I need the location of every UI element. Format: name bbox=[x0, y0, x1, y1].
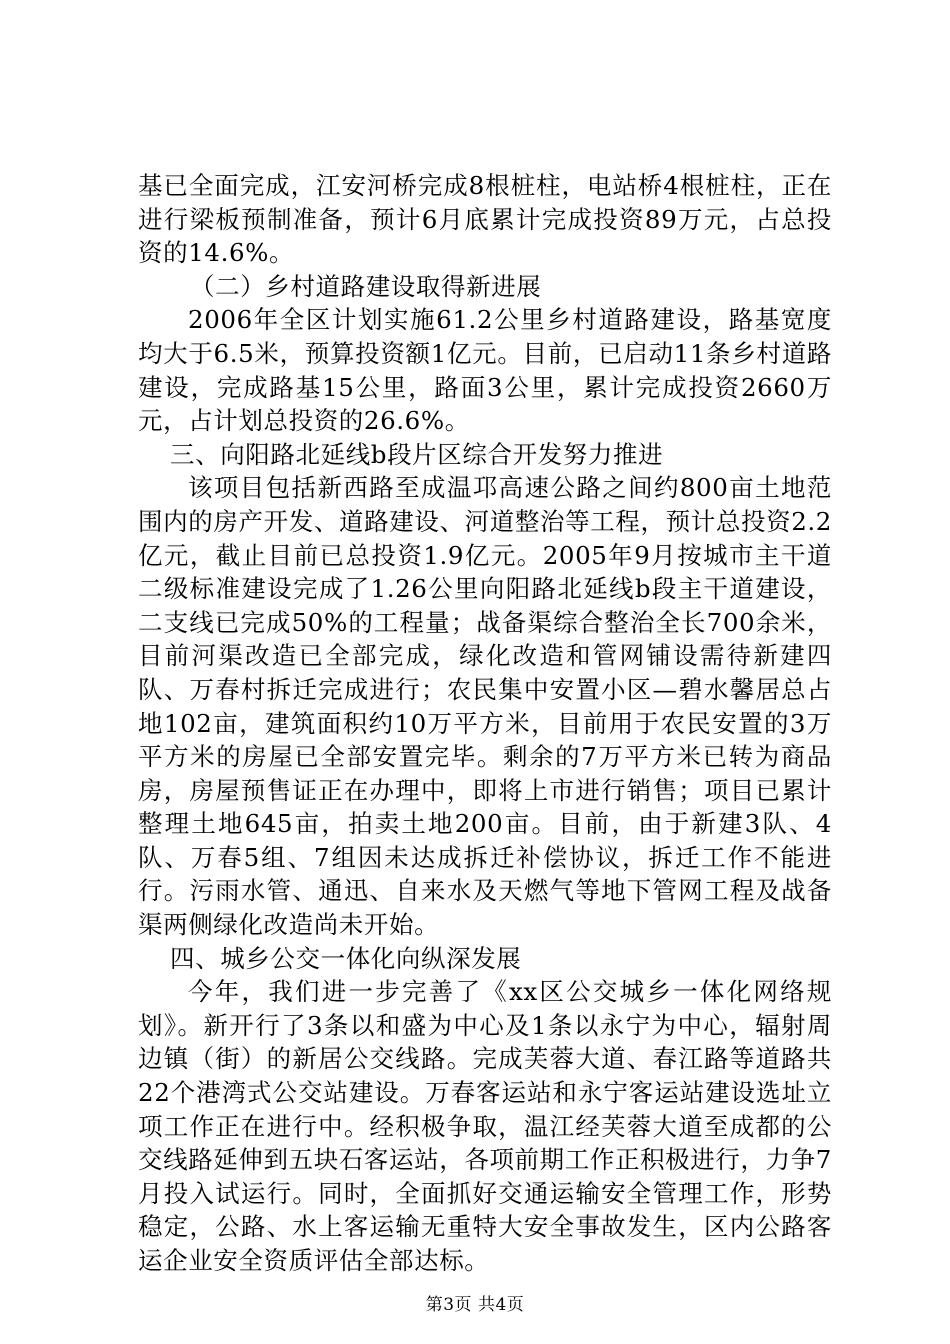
page-number-footer: 第3页 共4页 bbox=[425, 1295, 525, 1315]
section-heading-rural-roads: （二）乡村道路建设取得新进展 bbox=[190, 271, 542, 301]
paragraph-xiangyang-road: 该项目包括新西路至成温邛高速公路之间约800亩土地范围内的房产开发、道路建设、河道整治等工程，预计总投资2.2亿元，截止目前已总投资1.9亿元。2005年9月按城市主干道二级标准建设完成了1.26公里向阳路北延线b段主干道建设，二支线已完成50%的工程量；战备渠综合整治全长700余米，目前河渠改造已全部完成，绿化改造和管网铺设需待新建四队、万春村拆迁完成进行；农民集中安置小区—碧水馨居总占地102亩，建筑面积约10万平方米，目前用于农民安置的3万平方米的房屋已全部安置完毕。剩余的7万平方米已转为商品房，房屋预售证正在办理中，即将上市进行销售；项目已累计整理土地645亩，拍卖土地200亩。目前，由于新建3队、4队、万春5组、7组因未达成拆迁补偿协议，拆迁工作不能进行。污雨水管、通迅、自来水及天燃气等地下管网工程及战备渠两侧绿化改造尚未开始。 bbox=[138, 473, 832, 940]
paragraph-public-transit: 今年，我们进一步完善了《xx区公交城乡一体化网络规划》。新开行了3条以和盛为中心及1条以永宁为中心，辐射周边镇（街）的新居公交线路。完成芙蓉大道、春江路等道路共22个港湾式公交站建设。万春客运站和永宁客运站建设选址立项工作正在进行中。经积极争取，温江经芙蓉大道至成都的公交线路延伸到五块石客运站，各项前期工作正积极进行，力争7月投入试运行。同时，全面抓好交通运输安全管理工作，形势稳定，公路、水上客运输无重特大安全事故发生，区内公路客运企业安全资质评估全部达标。 bbox=[138, 977, 832, 1275]
paragraph-continuation: 基已全面完成，江安河桥完成8根桩柱，电站桥4根桩柱，正在进行梁板预制准备，预计6月底累计完成投资89万元，占总投资的14.6%。 bbox=[138, 171, 832, 268]
section-heading-public-transit: 四、城乡公交一体化向纵深发展 bbox=[170, 943, 522, 973]
section-heading-xiangyang-road: 三、向阳路北延线b段片区综合开发努力推进 bbox=[170, 439, 664, 469]
document-body bbox=[138, 169, 832, 1278]
paragraph-rural-roads: 2006年全区计划实施61.2公里乡村道路建设，路基宽度均大于6.5米，预算投资额1亿元。目前，已启动11条乡村道路建设，完成路基15公里，路面3公里，累计完成投资2660万元，占计划总投资的26.6%。 bbox=[138, 305, 832, 436]
